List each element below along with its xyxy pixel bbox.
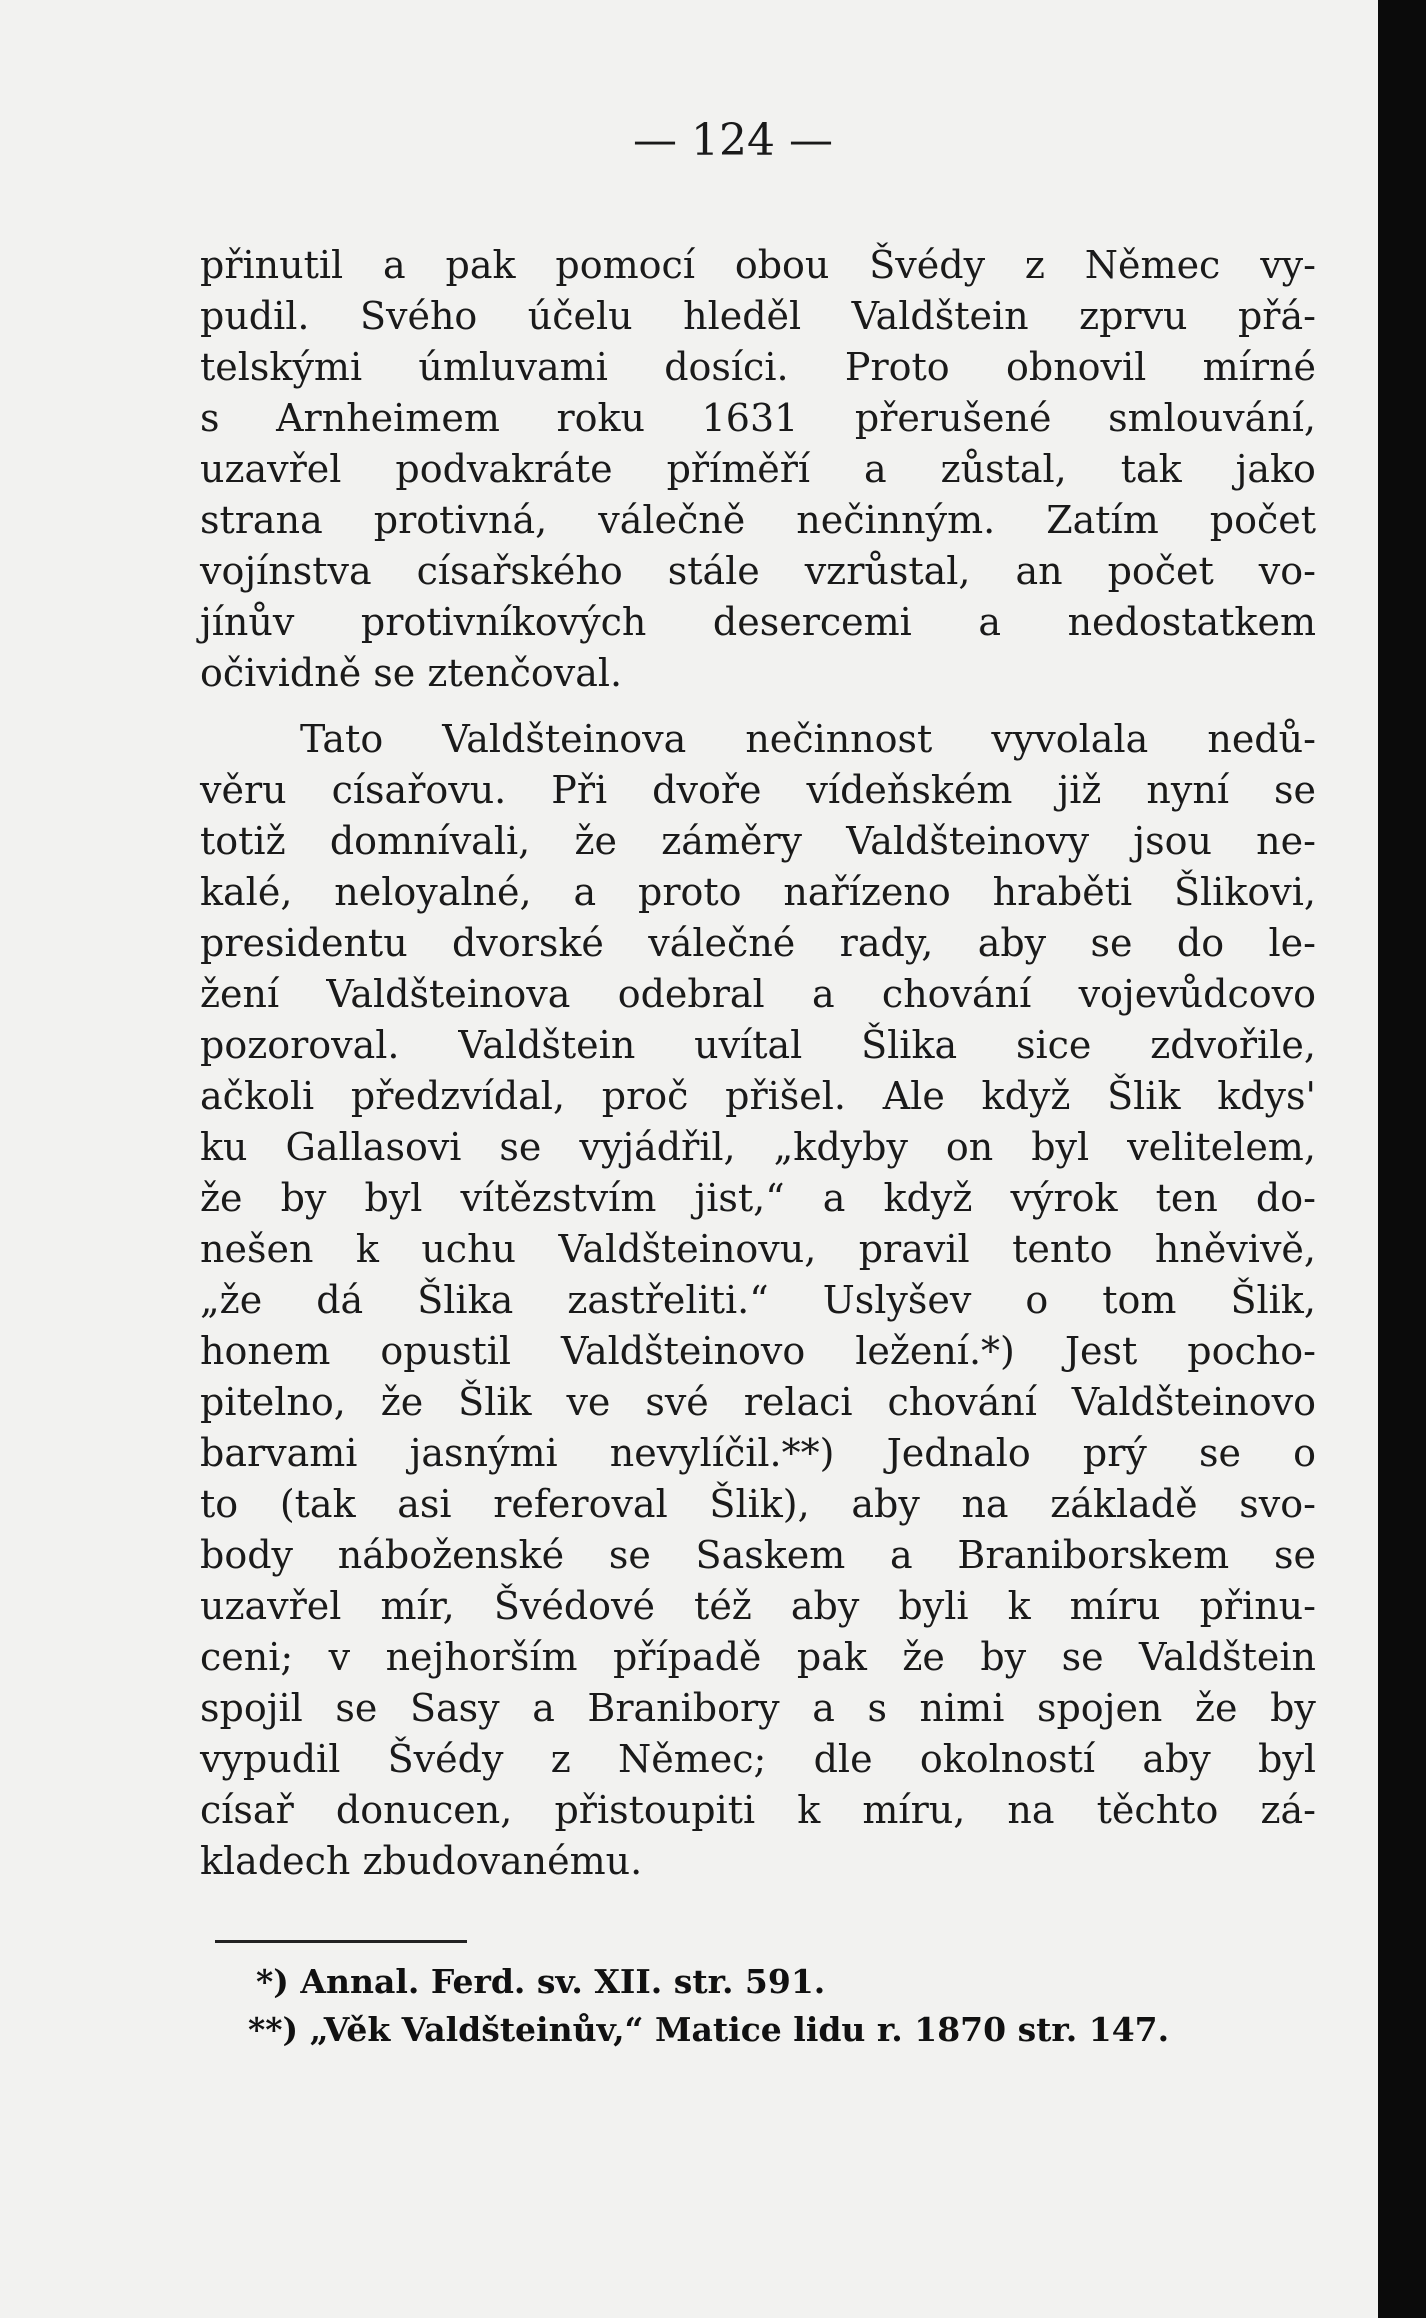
text-line: kalé, neloyalné, a proto nařízeno hraběti Šlikovi, bbox=[200, 870, 1316, 914]
text-line: pitelno, že Šlik ve své relaci chování Valdšteinovo bbox=[200, 1380, 1316, 1424]
text-line: vojínstva císařského stále vzrůstal, an počet vo- bbox=[200, 549, 1316, 593]
footnote-1: *) Annal. Ferd. sv. XII. str. 591. bbox=[256, 1962, 826, 2001]
text-line: uzavřel podvakráte příměří a zůstal, tak jako bbox=[200, 447, 1316, 491]
text-line: kladech zbudovanému. bbox=[200, 1839, 643, 1883]
text-line: vypudil Švédy z Němec; dle okolností aby byl bbox=[200, 1737, 1316, 1781]
text-line: presidentu dvorské válečné rady, aby se do le- bbox=[200, 921, 1316, 965]
paragraph-2 bbox=[200, 714, 1316, 1887]
text-line: jínův protivníkových desercemi a nedostatkem bbox=[200, 600, 1316, 644]
text-line: císař donucen, přistoupiti k míru, na těchto zá- bbox=[200, 1788, 1316, 1832]
footnotes bbox=[248, 1958, 1328, 2054]
footnote-divider bbox=[215, 1940, 467, 1943]
text-line: barvami jasnými nevylíčil.**) Jednalo prý se o bbox=[200, 1431, 1316, 1475]
text-line: že by byl vítězstvím jist,“ a když výrok ten do- bbox=[200, 1176, 1316, 1220]
text-line: ceni; v nejhorším případě pak že by se Valdštein bbox=[200, 1635, 1316, 1679]
text-line: to (tak asi referoval Šlik), aby na základě svo- bbox=[200, 1482, 1316, 1526]
text-line: s Arnheimem roku 1631 přerušené smlouvání, bbox=[200, 396, 1316, 440]
text-line: Tato Valdšteinova nečinnost vyvolala nedů- bbox=[300, 717, 1316, 761]
text-line: ku Gallasovi se vyjádřil, „kdyby on byl velitelem, bbox=[200, 1125, 1316, 1169]
text-line: očividně se ztenčoval. bbox=[200, 651, 623, 695]
text-line: totiž domnívali, že záměry Valdšteinovy jsou ne- bbox=[200, 819, 1316, 863]
text-line: pozoroval. Valdštein uvítal Šlika sice zdvořile, bbox=[200, 1023, 1316, 1067]
page-number: — 124 — bbox=[633, 115, 833, 166]
text-line: spojil se Sasy a Branibory a s nimi spojen že by bbox=[200, 1686, 1316, 1730]
text-line: žení Valdšteinova odebral a chování vojevůdcovo bbox=[200, 972, 1316, 1016]
text-line: věru císařovu. Při dvoře vídeňském již nyní se bbox=[200, 768, 1316, 812]
text-line: pudil. Svého účelu hleděl Valdštein zprvu přá- bbox=[200, 294, 1316, 338]
text-line: strana protivná, válečně nečinným. Zatím počet bbox=[200, 498, 1316, 542]
text-line: ačkoli předzvídal, proč přišel. Ale když Šlik kdys' bbox=[200, 1074, 1316, 1118]
text-line: uzavřel mír, Švédové též aby byli k míru přinu- bbox=[200, 1584, 1316, 1628]
text-line: honem opustil Valdšteinovo ležení.*) Jest pocho- bbox=[200, 1329, 1316, 1373]
text-line: nešen k uchu Valdšteinovu, pravil tento hněvivě, bbox=[200, 1227, 1316, 1271]
paragraph-1 bbox=[200, 240, 1316, 699]
body-text bbox=[200, 240, 1316, 1887]
text-line: přinutil a pak pomocí obou Švédy z Němec vy- bbox=[200, 243, 1316, 287]
text-line: telskými úmluvami dosíci. Proto obnovil mírné bbox=[200, 345, 1316, 389]
footnote-2: **) „Věk Valdšteinův,“ Matice lidu r. 1870 str. 147. bbox=[248, 2010, 1170, 2049]
scan-edge bbox=[1378, 0, 1426, 2318]
text-line: body náboženské se Saskem a Braniborskem se bbox=[200, 1533, 1316, 1577]
text-line: „že dá Šlika zastřeliti.“ Uslyšev o tom Šlik, bbox=[200, 1278, 1316, 1322]
